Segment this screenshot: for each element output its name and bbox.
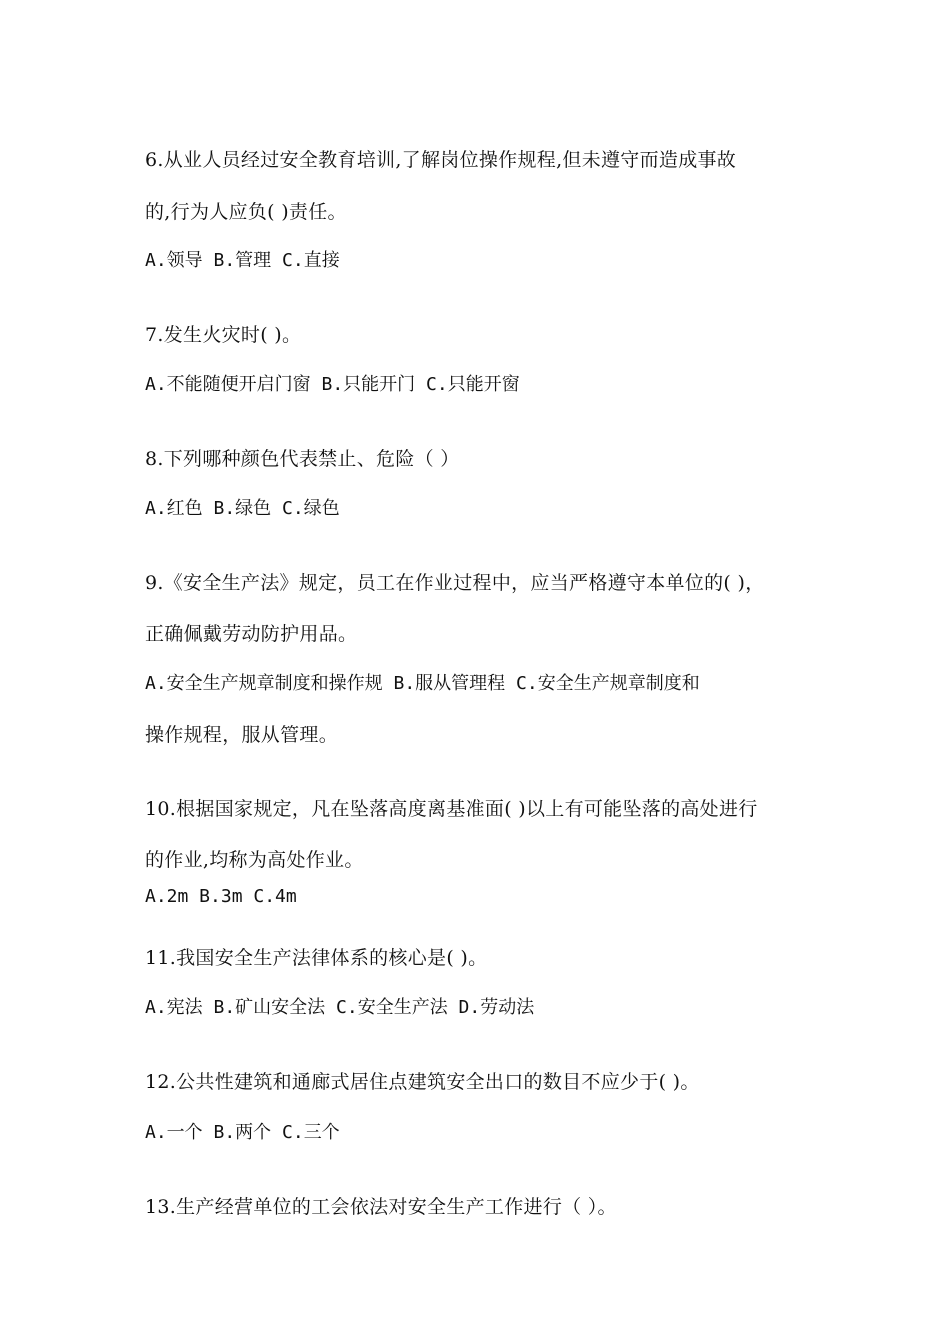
question-9-options-line-2: 操作规程，服从管理。 bbox=[145, 724, 339, 746]
question-11-stem: 11.我国安全生产法律体系的核心是( )。 bbox=[145, 947, 488, 969]
question-10-stem-line-1: 10.根据国家规定，凡在坠落高度离基准面( )以上有可能坠落的高处进行 bbox=[145, 798, 758, 820]
question-6-options: A.领导 B.管理 C.直接 bbox=[145, 250, 340, 271]
question-10-stem-line-2: 的作业,均称为高处作业。 bbox=[145, 849, 364, 871]
question-9-stem-line-1: 9.《安全生产法》规定，员工在作业过程中，应当严格遵守本单位的( )， bbox=[145, 572, 765, 594]
question-12-options: A.一个 B.两个 C.三个 bbox=[145, 1122, 340, 1143]
question-8-options: A.红色 B.绿色 C.绿色 bbox=[145, 498, 340, 519]
question-7-options: A.不能随便开启门窗 B.只能开门 C.只能开窗 bbox=[145, 374, 520, 395]
question-12-stem: 12.公共性建筑和通廊式居住点建筑安全出口的数目不应少于( )。 bbox=[145, 1071, 700, 1093]
question-9-stem-line-2: 正确佩戴劳动防护用品。 bbox=[145, 623, 358, 645]
question-6-stem-line-1: 6.从业人员经过安全教育培训,了解岗位操作规程,但未遵守而造成事故 bbox=[145, 149, 737, 171]
question-9-options-line-1: A.安全生产规章制度和操作规 B.服从管理程 C.安全生产规章制度和 bbox=[145, 673, 700, 694]
question-6-stem-line-2: 的,行为人应负( )责任。 bbox=[145, 201, 347, 223]
question-7-stem: 7.发生火灾时( )。 bbox=[145, 324, 302, 346]
question-10-options: A.2m B.3m C.4m bbox=[145, 886, 297, 907]
question-8-stem: 8.下列哪种颜色代表禁止、危险（ ） bbox=[145, 448, 460, 470]
question-11-options: A.宪法 B.矿山安全法 C.安全生产法 D.劳动法 bbox=[145, 997, 535, 1018]
question-13-stem: 13.生产经营单位的工会依法对安全生产工作进行（ ）。 bbox=[145, 1196, 617, 1218]
